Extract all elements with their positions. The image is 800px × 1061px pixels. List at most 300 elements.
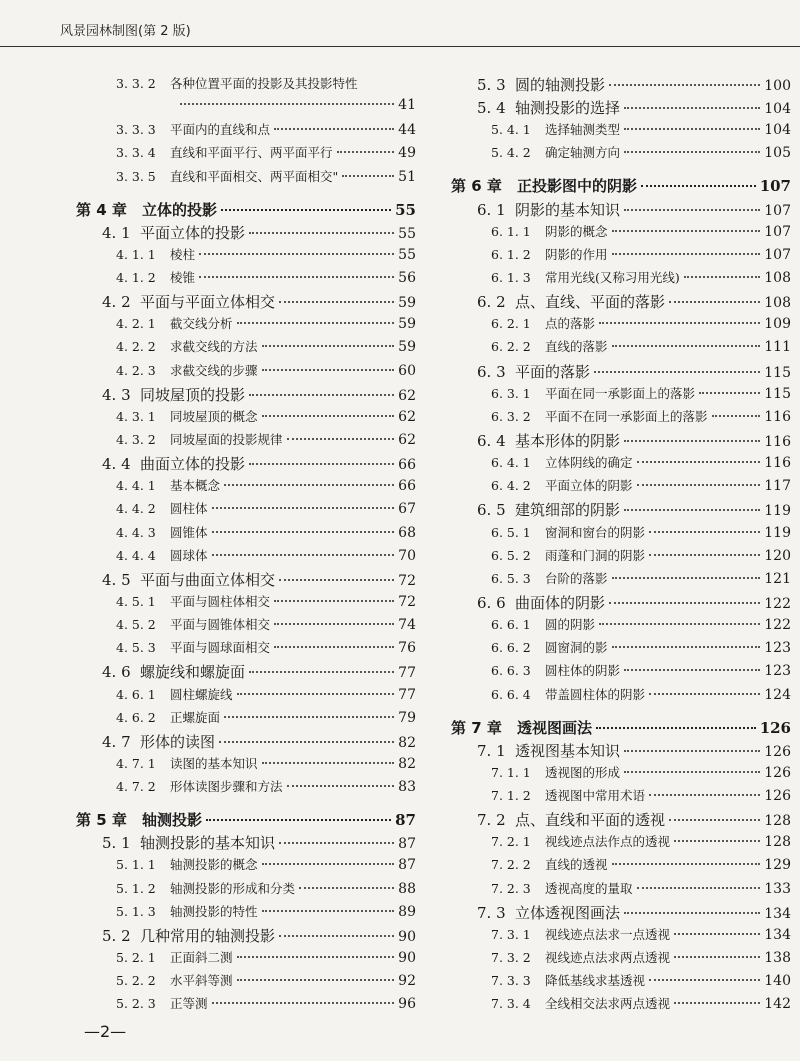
toc-subsection [76, 971, 416, 989]
toc-page-number: 67 [398, 501, 416, 517]
toc-page-number: 62 [398, 432, 416, 448]
toc-title: 圆柱体 [170, 501, 208, 516]
dot-leader [224, 716, 394, 718]
dot-leader [262, 910, 395, 912]
toc-number: 7. 3. 4 [491, 996, 531, 1011]
toc-number: 4. 2. 2 [116, 339, 156, 354]
toc-page-number: 128 [764, 834, 791, 850]
dot-leader [649, 794, 760, 796]
dot-leader [337, 151, 395, 153]
toc-title: 圆柱螺旋线 [170, 687, 233, 702]
dot-leader [699, 392, 760, 394]
dot-leader [212, 507, 395, 509]
toc-subsection [76, 994, 416, 1012]
toc-page-number: 140 [764, 973, 791, 989]
toc-number: 7. 3. 3 [491, 973, 531, 988]
toc-subsection [451, 569, 791, 587]
toc-page-number: 128 [764, 813, 791, 829]
toc-subsection [76, 245, 416, 263]
toc-title: 透视高度的量取 [545, 881, 633, 896]
toc-title: 直线的透视 [545, 857, 608, 872]
toc-number: 6. 1. 3 [491, 270, 531, 285]
dot-leader [674, 1002, 760, 1004]
dot-leader [287, 438, 395, 440]
dot-leader [262, 415, 395, 417]
toc-page-number: 126 [764, 765, 791, 781]
toc-number: 6. 5 [477, 501, 506, 519]
toc-title: 透视图画法 [517, 719, 593, 737]
toc-subsection [76, 143, 416, 161]
toc-subsection [451, 832, 791, 850]
toc-number: 6. 4. 1 [491, 455, 531, 470]
toc-number: 4. 5. 2 [116, 617, 156, 632]
dot-leader [212, 1002, 395, 1004]
toc-number: 4. 4. 2 [116, 501, 156, 516]
toc-page-number: 59 [398, 295, 416, 311]
toc-page-number: 100 [764, 78, 791, 94]
toc-title: 点、直线和平面的透视 [515, 811, 666, 829]
toc-subsection [451, 763, 791, 781]
dot-leader [624, 128, 760, 130]
toc-title: 透视图的形成 [545, 765, 621, 780]
toc-section [451, 74, 791, 95]
toc-number: 第 5 章 [76, 811, 127, 829]
toc-subsection [451, 268, 791, 286]
dot-leader [612, 230, 761, 232]
toc-number: 6. 2. 1 [491, 316, 531, 331]
toc-number: 4. 2. 1 [116, 316, 156, 331]
toc-number: 6. 1. 1 [491, 224, 531, 239]
toc-title: 阴影的基本知识 [515, 201, 621, 219]
toc-number: 5. 1. 3 [116, 904, 156, 919]
toc-title: 平面与曲面立体相交 [140, 571, 276, 589]
dot-leader [674, 840, 760, 842]
toc-number: 5. 3 [477, 76, 506, 94]
toc-page-number: 74 [398, 617, 416, 633]
toc-number: 4. 4 [102, 455, 131, 473]
toc-section [76, 384, 416, 405]
toc-subsection [451, 222, 791, 240]
dot-leader [199, 253, 394, 255]
dot-leader [599, 623, 760, 625]
toc-page-number: 72 [398, 594, 416, 610]
toc-subsection [76, 546, 416, 564]
toc-number: 4. 2. 3 [116, 363, 156, 378]
dot-leader [624, 771, 760, 773]
toc-number: 4. 3 [102, 386, 131, 404]
toc-subsection [76, 97, 416, 113]
toc-number: 第 6 章 [451, 177, 502, 195]
toc-title: 点的落影 [545, 316, 596, 331]
toc-title: 求截交线的步骤 [170, 363, 258, 378]
dot-leader [612, 253, 761, 255]
dot-leader [262, 369, 395, 371]
toc-number: 5. 2. 1 [116, 950, 156, 965]
toc-subsection [451, 638, 791, 656]
toc-section [76, 291, 416, 312]
toc-section [76, 661, 416, 682]
dot-leader [199, 276, 394, 278]
toc-page-number: 117 [764, 478, 791, 494]
toc-number: 6. 5. 3 [491, 571, 531, 586]
toc-title: 窗洞和窗台的阴影 [545, 525, 646, 540]
toc-title: 正等测 [170, 996, 208, 1011]
dot-leader [221, 209, 391, 211]
toc-page-number: 138 [764, 950, 791, 966]
toc-subsection [76, 638, 416, 656]
toc-title: 立体的投影 [142, 201, 218, 219]
toc-title: 建筑细部的阴影 [515, 501, 621, 519]
toc-subsection [76, 337, 416, 355]
toc-page-number: 116 [764, 455, 791, 471]
toc-number: 6. 6 [477, 594, 506, 612]
dot-leader [624, 509, 760, 511]
toc-page-number: 55 [398, 226, 416, 242]
toc-page-number: 124 [764, 687, 791, 703]
toc-title: 平面与圆柱体相交 [170, 594, 271, 609]
dot-leader [274, 623, 394, 625]
toc-title: 几种常用的轴测投影 [140, 927, 276, 945]
toc-subsection [76, 314, 416, 332]
book-title: 风景园林制图(第 2 版) [60, 24, 191, 39]
toc-title: 阴影的作用 [545, 247, 608, 262]
toc-title: 直线和平面平行、两平面平行 [170, 145, 333, 160]
toc-number: 5. 2 [102, 927, 131, 945]
dot-leader [612, 863, 761, 865]
toc-title: 平面与圆球面相交 [170, 640, 271, 655]
toc-subsection [76, 685, 416, 703]
page-number: —2— [84, 1022, 127, 1041]
toc-page-number: 96 [398, 996, 416, 1012]
toc-title: 点、直线、平面的落影 [515, 293, 666, 311]
toc-number: 7. 3. 1 [491, 927, 531, 942]
toc-subsection [451, 384, 791, 402]
dot-leader [274, 646, 394, 648]
toc-number: 5. 4 [477, 99, 506, 117]
toc-subsection [451, 143, 791, 161]
dot-leader [637, 461, 761, 463]
toc-subsection [76, 74, 416, 92]
toc-section [76, 569, 416, 590]
dot-leader [624, 151, 760, 153]
toc-number: 5. 4. 1 [491, 122, 531, 137]
toc-page-number: 62 [398, 388, 416, 404]
toc-number: 4. 2 [102, 293, 131, 311]
dot-leader [712, 415, 761, 417]
toc-page-number: 126 [759, 719, 791, 737]
dot-leader [637, 887, 761, 889]
dot-leader [649, 693, 760, 695]
toc-section [451, 430, 791, 451]
toc-page-number: 134 [764, 927, 791, 943]
toc-section [451, 592, 791, 613]
toc-number: 6. 4. 2 [491, 478, 531, 493]
toc-page-number: 51 [398, 169, 416, 185]
dot-leader [262, 345, 395, 347]
toc-title: 全线相交法求两点透视 [545, 996, 671, 1011]
toc-subsection [76, 120, 416, 138]
toc-number: 7. 1. 2 [491, 788, 531, 803]
toc-number: 6. 5. 2 [491, 548, 531, 563]
toc-number: 5. 1. 2 [116, 881, 156, 896]
toc-subsection [76, 268, 416, 286]
toc-section [451, 291, 791, 312]
dot-leader [249, 232, 394, 234]
toc-subsection [451, 615, 791, 633]
toc-subsection [451, 925, 791, 943]
toc-chapter [76, 199, 416, 220]
dot-leader [212, 531, 395, 533]
dot-leader [609, 602, 760, 604]
dot-leader [287, 785, 395, 787]
dot-leader [612, 345, 761, 347]
toc-subsection [451, 453, 791, 471]
toc-section [451, 740, 791, 761]
toc-title: 正面斜二测 [170, 950, 233, 965]
toc-title: 平面内的直线和点 [170, 122, 271, 137]
toc-title: 视线迹点法求两点透视 [545, 950, 671, 965]
toc-page-number: 87 [398, 857, 416, 873]
toc-page-number: 82 [398, 735, 416, 751]
dot-leader [274, 128, 394, 130]
toc-title: 圆窗洞的影 [545, 640, 608, 655]
toc-number: 4. 5 [102, 571, 131, 589]
toc-number: 5. 2. 3 [116, 996, 156, 1011]
toc-subsection [76, 430, 416, 448]
toc-number: 7. 3 [477, 904, 506, 922]
toc-page-number: 133 [764, 881, 791, 897]
dot-leader [624, 209, 760, 211]
toc-page-number: 87 [395, 811, 416, 829]
toc-title: 读图的基本知识 [170, 756, 258, 771]
toc-title: 平面不在同一承影面上的落影 [545, 409, 708, 424]
toc-section [76, 222, 416, 243]
toc-number: 7. 2. 1 [491, 834, 531, 849]
toc-number: 7. 1 [477, 742, 506, 760]
toc-page-number: 76 [398, 640, 416, 656]
toc-title: 常用光线(又称习用光线) [545, 270, 680, 285]
toc-page-number: 55 [395, 201, 416, 219]
dot-leader [237, 322, 395, 324]
dot-leader [342, 175, 394, 177]
dot-leader [669, 301, 760, 303]
toc-title: 视线迹点法求一点透视 [545, 927, 671, 942]
toc-number: 6. 2. 2 [491, 339, 531, 354]
dot-leader [237, 693, 395, 695]
toc-number: 6. 6. 3 [491, 663, 531, 678]
toc-number: 6. 3. 2 [491, 409, 531, 424]
toc-subsection [451, 855, 791, 873]
toc-page-number: 59 [398, 316, 416, 332]
toc-title: 曲面体的阴影 [515, 594, 606, 612]
toc-subsection [451, 407, 791, 425]
toc-page-number: 49 [398, 145, 416, 161]
toc-number: 6. 1. 2 [491, 247, 531, 262]
toc-number: 4. 6. 2 [116, 710, 156, 725]
toc-page-number: 90 [398, 950, 416, 966]
toc-page-number: 77 [398, 687, 416, 703]
toc-title: 圆柱体的阴影 [545, 663, 621, 678]
toc-title: 轴测投影 [142, 811, 203, 829]
toc-number: 4. 7. 1 [116, 756, 156, 771]
toc-number: 4. 4. 1 [116, 478, 156, 493]
toc-page-number: 90 [398, 929, 416, 945]
toc-number: 5. 2. 2 [116, 973, 156, 988]
toc-title: 求截交线的方法 [170, 339, 258, 354]
toc-subsection [76, 615, 416, 633]
toc-section [76, 832, 416, 853]
toc-subsection [76, 902, 416, 920]
toc-page-number: 68 [398, 525, 416, 541]
dot-leader [279, 935, 394, 937]
toc-page-number: 66 [398, 478, 416, 494]
toc-title: 选择轴测类型 [545, 122, 621, 137]
dot-leader [649, 531, 760, 533]
toc-title: 截交线分析 [170, 316, 233, 331]
toc-title: 透视图基本知识 [515, 742, 621, 760]
toc-page-number: 116 [764, 409, 791, 425]
toc-number: 4. 1. 2 [116, 270, 156, 285]
toc-page-number: 119 [764, 525, 791, 541]
dot-leader [624, 440, 760, 442]
toc-subsection [451, 314, 791, 332]
toc-title: 降低基线求基透视 [545, 973, 646, 988]
toc-page-number: 123 [764, 640, 791, 656]
toc-title: 视线迹点法作点的透视 [545, 834, 671, 849]
toc-title: 轴测投影的基本知识 [140, 834, 276, 852]
toc-title: 形体读图步骤和方法 [170, 779, 283, 794]
toc-page-number: 107 [764, 203, 791, 219]
toc-title: 立体阴线的确定 [545, 455, 633, 470]
toc-page-number: 41 [398, 97, 416, 113]
toc-section [451, 809, 791, 830]
toc-subsection [76, 879, 416, 897]
toc-subsection [451, 476, 791, 494]
toc-subsection [451, 661, 791, 679]
toc-title: 轴测投影的选择 [515, 99, 621, 117]
toc-number: 6. 4 [477, 432, 506, 450]
dot-leader [180, 103, 394, 105]
toc-chapter [451, 175, 791, 196]
toc-title: 正投影图中的阴影 [517, 177, 638, 195]
toc-subsection [451, 337, 791, 355]
toc-title: 棱柱 [170, 247, 196, 262]
dot-leader [612, 577, 761, 579]
toc-page-number: 107 [764, 247, 791, 263]
dot-leader [649, 554, 760, 556]
dot-leader [624, 912, 760, 914]
dot-leader [624, 750, 760, 752]
toc-number: 第 7 章 [451, 719, 502, 737]
toc-page-number: 120 [764, 548, 791, 564]
toc-number: 4. 3. 1 [116, 409, 156, 424]
toc-subsection [451, 786, 791, 804]
toc-number: 7. 2. 2 [491, 857, 531, 872]
toc-page-number: 123 [764, 663, 791, 679]
dot-leader [224, 484, 394, 486]
toc-title: 曲面立体的投影 [140, 455, 246, 473]
toc-title: 轴测投影的形成和分类 [170, 881, 296, 896]
toc-chapter [451, 717, 791, 738]
dot-leader [279, 579, 394, 581]
dot-leader [612, 646, 761, 648]
toc-title: 同坡屋顶的投影 [140, 386, 246, 404]
toc-number: 4. 4. 4 [116, 548, 156, 563]
toc-title: 螺旋线和螺旋面 [140, 663, 246, 681]
dot-leader [637, 484, 761, 486]
dot-leader [206, 819, 391, 821]
toc-page-number: 66 [398, 457, 416, 473]
dot-leader [237, 956, 395, 958]
toc-number: 4. 7 [102, 733, 131, 751]
toc-page-number: 44 [398, 122, 416, 138]
toc-number: 6. 1 [477, 201, 506, 219]
dot-leader [262, 863, 395, 865]
dot-leader [262, 762, 395, 764]
toc-number: 6. 6. 1 [491, 617, 531, 632]
dot-leader [249, 394, 394, 396]
toc-title: 平面的落影 [515, 363, 591, 381]
toc-subsection [451, 948, 791, 966]
toc-page-number: 108 [764, 270, 791, 286]
toc-number: 3. 3. 5 [116, 169, 156, 184]
dot-leader [594, 371, 760, 373]
toc-number: 7. 2. 3 [491, 881, 531, 896]
toc-subsection [451, 523, 791, 541]
dot-leader [249, 463, 394, 465]
toc-page-number: 121 [764, 571, 791, 587]
toc-number: 7. 3. 2 [491, 950, 531, 965]
toc-number: 5. 4. 2 [491, 145, 531, 160]
toc-title: 圆锥体 [170, 525, 208, 540]
dot-leader [299, 887, 394, 889]
toc-page-number: 56 [398, 270, 416, 286]
dot-leader [684, 276, 761, 278]
toc-subsection [451, 120, 791, 138]
dot-leader [599, 322, 760, 324]
toc-subsection [451, 879, 791, 897]
toc-section [451, 499, 791, 520]
toc-title: 阴影的概念 [545, 224, 608, 239]
toc-subsection [451, 971, 791, 989]
toc-page-number: 70 [398, 548, 416, 564]
toc-number: 4. 1 [102, 224, 131, 242]
toc-title: 棱锥 [170, 270, 196, 285]
toc-title: 台阶的落影 [545, 571, 608, 586]
toc-title: 圆的轴测投影 [515, 76, 606, 94]
toc-page-number: 107 [764, 224, 791, 240]
toc-number: 4. 7. 2 [116, 779, 156, 794]
toc-page-number: 77 [398, 665, 416, 681]
toc-number: 4. 5. 1 [116, 594, 156, 609]
toc-page-number: 60 [398, 363, 416, 379]
toc-page-number: 142 [764, 996, 791, 1012]
toc-number: 6. 2 [477, 293, 506, 311]
toc-page-number: 87 [398, 836, 416, 852]
toc-page-number: 108 [764, 295, 791, 311]
toc-page-number: 134 [764, 906, 791, 922]
dot-leader [649, 979, 760, 981]
toc-subsection [76, 855, 416, 873]
toc-page-number: 119 [764, 503, 791, 519]
dot-leader [279, 842, 394, 844]
toc-title: 立体透视图画法 [515, 904, 621, 922]
toc-subsection [76, 708, 416, 726]
toc-page-number: 115 [764, 386, 791, 402]
dot-leader [609, 84, 760, 86]
toc-subsection [76, 361, 416, 379]
dot-leader [249, 671, 394, 673]
